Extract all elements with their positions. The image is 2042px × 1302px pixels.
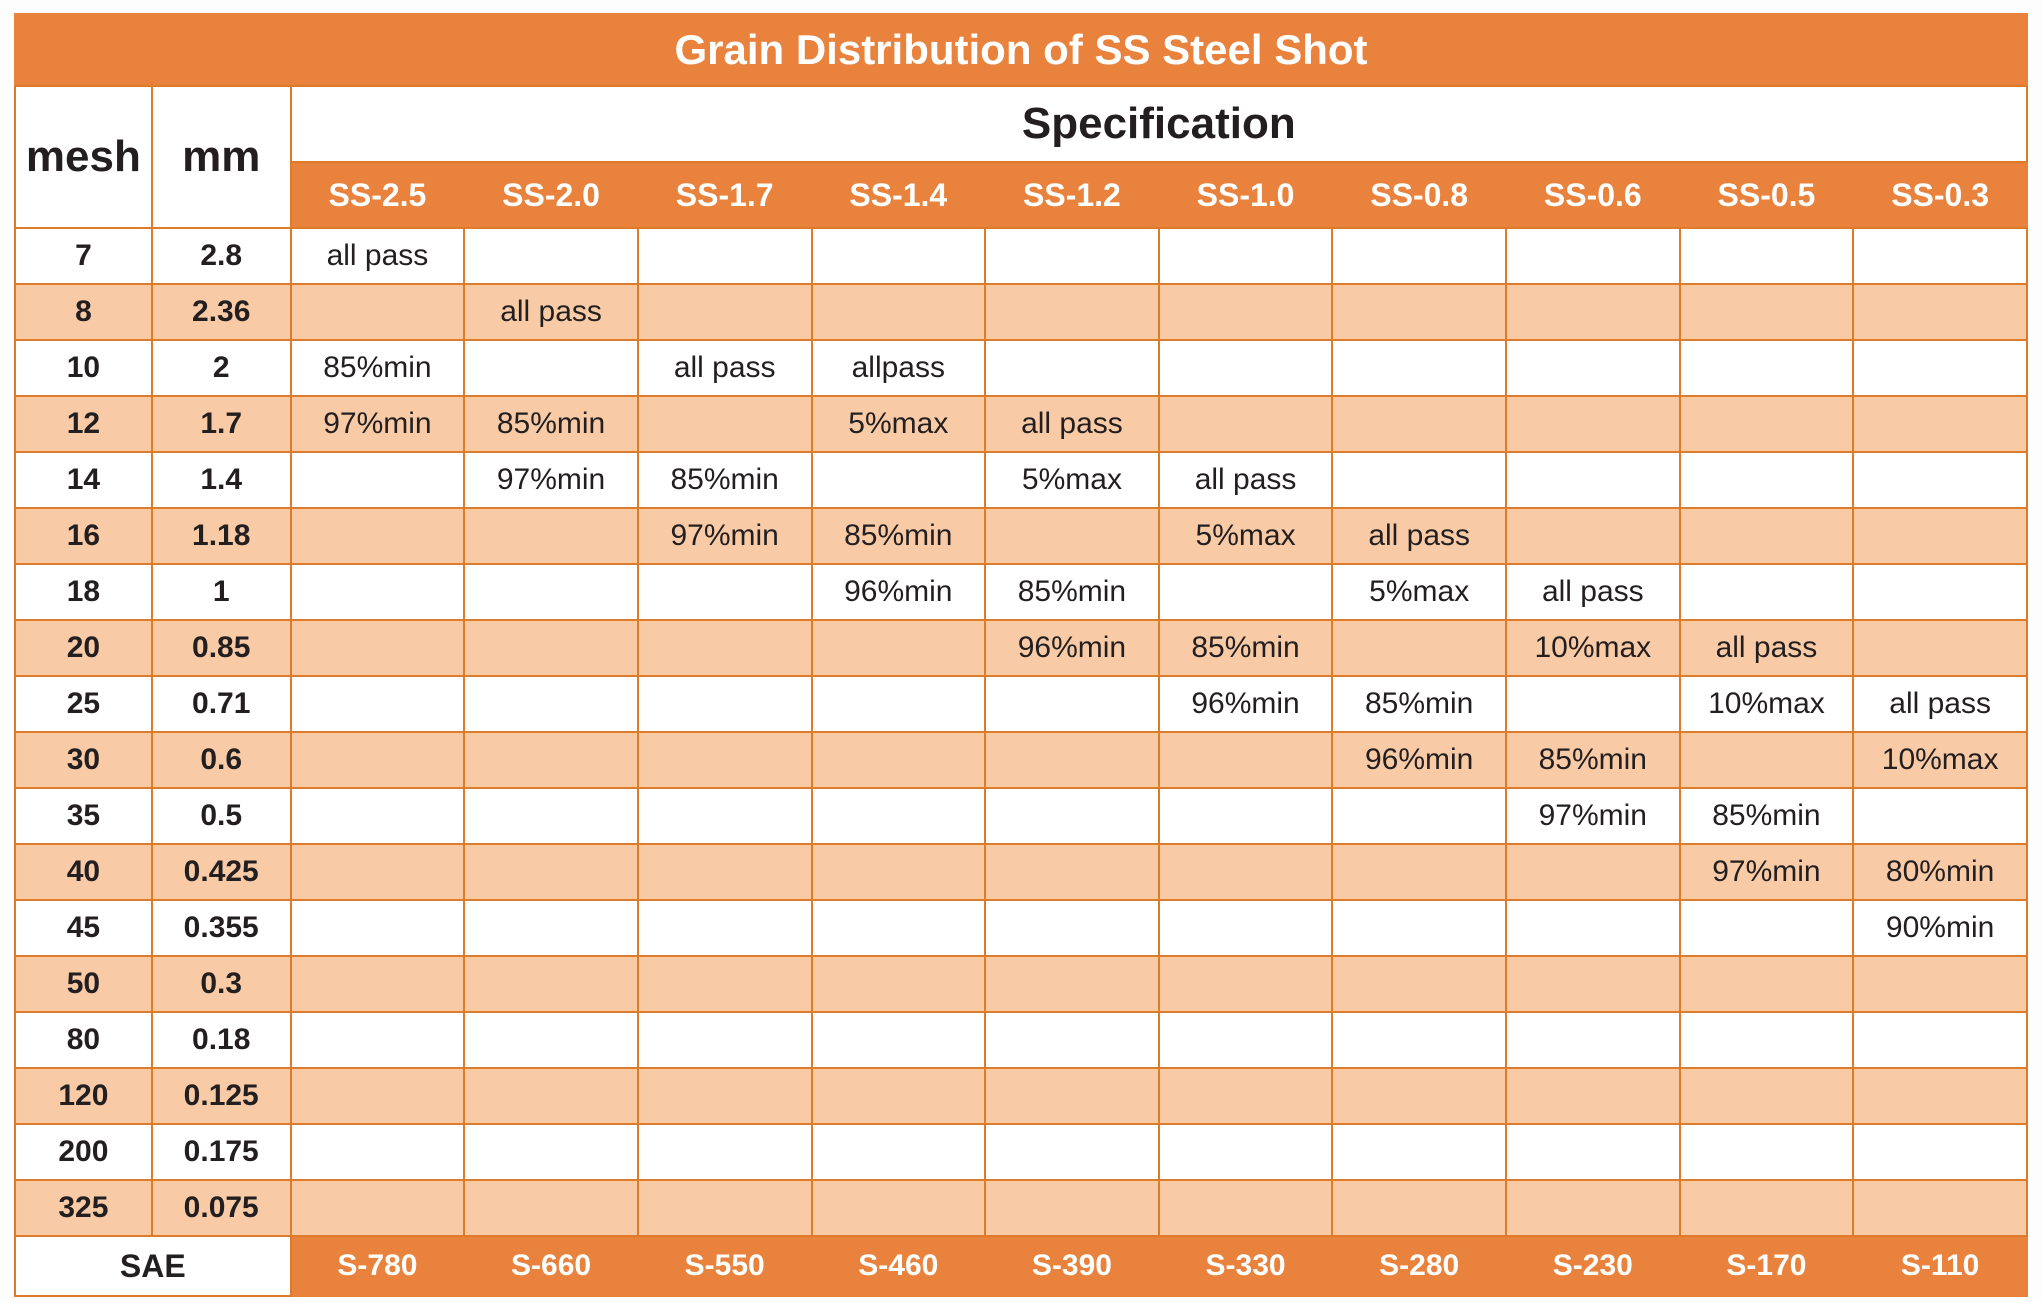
ss-grade-header: SS-1.0: [1159, 162, 1333, 228]
ss-grade-header: SS-1.7: [638, 162, 812, 228]
table-row: [15, 508, 2027, 564]
spec-value-cell: [985, 844, 1159, 900]
spec-value-cell: 97%min: [1506, 788, 1680, 844]
spec-value-cell: 85%min: [291, 340, 465, 396]
spec-value-cell: [1159, 732, 1333, 788]
ss-grade-header: SS-1.4: [812, 162, 986, 228]
spec-value-cell: [1680, 396, 1854, 452]
sae-size-cell: S-330: [1159, 1236, 1333, 1296]
spec-value-cell: [1680, 732, 1854, 788]
spec-value-cell: all pass: [1680, 620, 1854, 676]
spec-value-cell: 85%min: [1506, 732, 1680, 788]
spec-value-cell: [1332, 1124, 1506, 1180]
spec-value-cell: 96%min: [812, 564, 986, 620]
spec-value-cell: 10%max: [1680, 676, 1854, 732]
spec-value-cell: [1159, 1180, 1333, 1236]
spec-value-cell: [812, 788, 986, 844]
spec-value-cell: [291, 1012, 465, 1068]
spec-value-cell: [291, 732, 465, 788]
spec-value-cell: 5%max: [985, 452, 1159, 508]
spec-value-cell: [464, 788, 638, 844]
table-row: [15, 1180, 2027, 1236]
spec-value-cell: 85%min: [464, 396, 638, 452]
grain-distribution-table-wrap: [14, 13, 2028, 1289]
ss-grade-header: SS-0.3: [1853, 162, 2027, 228]
spec-value-cell: [985, 1068, 1159, 1124]
mesh-cell: 10: [15, 340, 152, 396]
spec-value-cell: all pass: [1853, 676, 2027, 732]
mm-cell: 1: [152, 564, 291, 620]
spec-value-cell: [812, 284, 986, 340]
mesh-cell: 50: [15, 956, 152, 1012]
spec-value-cell: [464, 340, 638, 396]
spec-value-cell: [812, 620, 986, 676]
mesh-cell: 40: [15, 844, 152, 900]
mm-cell: 0.175: [152, 1124, 291, 1180]
spec-value-cell: [985, 1124, 1159, 1180]
sae-size-cell: S-660: [464, 1236, 638, 1296]
table-row: [15, 956, 2027, 1012]
spec-value-cell: [1680, 340, 1854, 396]
spec-value-cell: [1853, 1012, 2027, 1068]
spec-value-cell: [638, 1012, 812, 1068]
mm-cell: 2.8: [152, 228, 291, 284]
mesh-cell: 8: [15, 284, 152, 340]
spec-value-cell: [1853, 396, 2027, 452]
spec-value-cell: 97%min: [638, 508, 812, 564]
spec-value-cell: 90%min: [1853, 900, 2027, 956]
spec-value-cell: [1853, 564, 2027, 620]
spec-value-cell: [1159, 340, 1333, 396]
table-row: [15, 396, 2027, 452]
mm-cell: 0.71: [152, 676, 291, 732]
spec-value-cell: [464, 956, 638, 1012]
spec-value-cell: [638, 844, 812, 900]
table-row: [15, 228, 2027, 284]
spec-value-cell: 85%min: [985, 564, 1159, 620]
spec-value-cell: [812, 452, 986, 508]
spec-value-cell: [1332, 340, 1506, 396]
table-row: [15, 788, 2027, 844]
spec-value-cell: 97%min: [464, 452, 638, 508]
sae-size-cell: S-390: [985, 1236, 1159, 1296]
spec-value-cell: all pass: [1506, 564, 1680, 620]
sae-size-cell: S-280: [1332, 1236, 1506, 1296]
spec-value-cell: 97%min: [291, 396, 465, 452]
mm-cell: 0.5: [152, 788, 291, 844]
table-row: [15, 564, 2027, 620]
spec-value-cell: [1159, 1012, 1333, 1068]
table-row: [15, 1012, 2027, 1068]
sae-size-cell: S-550: [638, 1236, 812, 1296]
spec-value-cell: 85%min: [812, 508, 986, 564]
mm-cell: 0.355: [152, 900, 291, 956]
spec-value-cell: all pass: [1332, 508, 1506, 564]
spec-value-cell: [812, 1180, 986, 1236]
spec-value-cell: [985, 956, 1159, 1012]
spec-value-cell: [464, 508, 638, 564]
spec-value-cell: [638, 284, 812, 340]
mesh-cell: 30: [15, 732, 152, 788]
spec-value-cell: [1332, 900, 1506, 956]
spec-value-cell: [291, 564, 465, 620]
spec-value-cell: [638, 564, 812, 620]
spec-value-cell: [464, 1180, 638, 1236]
spec-value-cell: [1506, 1012, 1680, 1068]
mm-cell: 1.18: [152, 508, 291, 564]
spec-value-cell: [638, 732, 812, 788]
spec-value-cell: [464, 1012, 638, 1068]
mm-cell: 0.85: [152, 620, 291, 676]
spec-value-cell: [1506, 508, 1680, 564]
spec-value-cell: [985, 284, 1159, 340]
spec-value-cell: [1853, 1068, 2027, 1124]
mesh-cell: 45: [15, 900, 152, 956]
mesh-cell: 25: [15, 676, 152, 732]
mm-cell: 0.125: [152, 1068, 291, 1124]
spec-value-cell: [638, 676, 812, 732]
table-title: Grain Distribution of SS Steel Shot: [15, 14, 2027, 86]
spec-value-cell: [1506, 844, 1680, 900]
spec-value-cell: [291, 844, 465, 900]
spec-value-cell: [291, 956, 465, 1012]
spec-value-cell: [1332, 620, 1506, 676]
spec-value-cell: [1853, 228, 2027, 284]
spec-value-cell: [291, 620, 465, 676]
table-row: [15, 620, 2027, 676]
table-row: [15, 1068, 2027, 1124]
spec-value-cell: [638, 956, 812, 1012]
spec-value-cell: 96%min: [985, 620, 1159, 676]
spec-value-cell: [291, 1124, 465, 1180]
spec-value-cell: [291, 900, 465, 956]
spec-value-cell: [812, 1012, 986, 1068]
spec-value-cell: allpass: [812, 340, 986, 396]
title-row: [15, 14, 2027, 86]
spec-value-cell: [464, 620, 638, 676]
spec-value-cell: [464, 900, 638, 956]
spec-value-cell: 10%max: [1506, 620, 1680, 676]
spec-value-cell: [638, 1068, 812, 1124]
spec-value-cell: [985, 732, 1159, 788]
spec-value-cell: [1680, 1012, 1854, 1068]
spec-value-cell: [985, 228, 1159, 284]
spec-value-cell: [464, 1124, 638, 1180]
spec-value-cell: 5%max: [812, 396, 986, 452]
mesh-cell: 325: [15, 1180, 152, 1236]
spec-value-cell: [291, 676, 465, 732]
mesh-cell: 16: [15, 508, 152, 564]
spec-value-cell: [291, 452, 465, 508]
spec-value-cell: [1680, 284, 1854, 340]
spec-value-cell: all pass: [638, 340, 812, 396]
spec-value-cell: [812, 1124, 986, 1180]
spec-value-cell: 10%max: [1853, 732, 2027, 788]
spec-value-cell: [1680, 564, 1854, 620]
spec-value-cell: [1853, 956, 2027, 1012]
spec-value-cell: [1159, 1124, 1333, 1180]
ss-grade-header: SS-2.0: [464, 162, 638, 228]
spec-value-cell: [638, 396, 812, 452]
table-row: [15, 732, 2027, 788]
mm-cell: 2: [152, 340, 291, 396]
grain-distribution-table: [14, 13, 2028, 1297]
spec-value-cell: [1159, 900, 1333, 956]
spec-value-cell: [985, 900, 1159, 956]
spec-value-cell: [812, 1068, 986, 1124]
spec-value-cell: all pass: [291, 228, 465, 284]
mesh-cell: 18: [15, 564, 152, 620]
spec-value-cell: 97%min: [1680, 844, 1854, 900]
sae-size-cell: S-780: [291, 1236, 465, 1296]
spec-value-cell: [1332, 452, 1506, 508]
spec-value-cell: [464, 564, 638, 620]
spec-value-cell: [1159, 1068, 1333, 1124]
spec-value-cell: [1680, 1068, 1854, 1124]
mm-cell: 0.6: [152, 732, 291, 788]
mm-cell: 2.36: [152, 284, 291, 340]
spec-value-cell: [464, 844, 638, 900]
mm-cell: 1.7: [152, 396, 291, 452]
spec-value-cell: [1680, 452, 1854, 508]
spec-header-row: [15, 86, 2027, 162]
mesh-cell: 200: [15, 1124, 152, 1180]
ss-grade-header: SS-0.5: [1680, 162, 1854, 228]
sae-size-cell: S-230: [1506, 1236, 1680, 1296]
sae-size-cell: S-460: [812, 1236, 986, 1296]
spec-value-cell: 80%min: [1853, 844, 2027, 900]
table-row: [15, 844, 2027, 900]
spec-value-cell: [985, 1012, 1159, 1068]
spec-value-cell: [1680, 956, 1854, 1012]
spec-value-cell: [1159, 844, 1333, 900]
table-row: [15, 340, 2027, 396]
spec-value-cell: [1506, 452, 1680, 508]
sae-size-cell: S-110: [1853, 1236, 2027, 1296]
spec-value-cell: 85%min: [1159, 620, 1333, 676]
spec-value-cell: [1506, 956, 1680, 1012]
spec-value-cell: [1159, 228, 1333, 284]
spec-value-cell: [1506, 284, 1680, 340]
spec-value-cell: [638, 1180, 812, 1236]
ss-grade-header: SS-0.8: [1332, 162, 1506, 228]
spec-value-cell: [1853, 788, 2027, 844]
spec-value-cell: [1506, 396, 1680, 452]
table-row: [15, 452, 2027, 508]
spec-value-cell: [1332, 956, 1506, 1012]
ss-grade-header-row: [15, 162, 2027, 228]
specification-header: Specification: [291, 86, 2027, 162]
spec-value-cell: [1332, 228, 1506, 284]
table-row: [15, 676, 2027, 732]
mesh-cell: 14: [15, 452, 152, 508]
spec-value-cell: [1506, 1068, 1680, 1124]
spec-value-cell: [638, 900, 812, 956]
spec-value-cell: all pass: [985, 396, 1159, 452]
spec-value-cell: [1853, 452, 2027, 508]
mm-cell: 0.3: [152, 956, 291, 1012]
spec-value-cell: [1332, 1180, 1506, 1236]
spec-value-cell: [812, 228, 986, 284]
spec-value-cell: [638, 620, 812, 676]
spec-value-cell: [1332, 396, 1506, 452]
mesh-column-header: mesh: [15, 86, 152, 228]
spec-value-cell: [291, 284, 465, 340]
spec-value-cell: [1506, 228, 1680, 284]
spec-value-cell: [1332, 788, 1506, 844]
spec-value-cell: [1332, 1068, 1506, 1124]
spec-value-cell: [1159, 284, 1333, 340]
spec-value-cell: [1853, 284, 2027, 340]
spec-value-cell: [1853, 620, 2027, 676]
spec-value-cell: [1159, 564, 1333, 620]
sae-row: [15, 1236, 2027, 1296]
mm-column-header: mm: [152, 86, 291, 228]
mesh-cell: 7: [15, 228, 152, 284]
spec-value-cell: [812, 844, 986, 900]
spec-value-cell: [985, 788, 1159, 844]
spec-value-cell: [638, 228, 812, 284]
spec-value-cell: [1853, 508, 2027, 564]
spec-value-cell: [1680, 900, 1854, 956]
spec-value-cell: [1506, 676, 1680, 732]
spec-value-cell: [812, 676, 986, 732]
spec-value-cell: [1680, 1124, 1854, 1180]
spec-value-cell: [464, 228, 638, 284]
spec-value-cell: [812, 900, 986, 956]
spec-value-cell: [1680, 228, 1854, 284]
spec-value-cell: [291, 788, 465, 844]
table-row: [15, 1124, 2027, 1180]
spec-value-cell: 5%max: [1332, 564, 1506, 620]
spec-value-cell: [1506, 900, 1680, 956]
spec-value-cell: [638, 788, 812, 844]
mm-cell: 1.4: [152, 452, 291, 508]
spec-value-cell: [1332, 844, 1506, 900]
spec-value-cell: [812, 956, 986, 1012]
spec-value-cell: [291, 1180, 465, 1236]
spec-value-cell: 96%min: [1159, 676, 1333, 732]
mesh-cell: 35: [15, 788, 152, 844]
spec-value-cell: [985, 340, 1159, 396]
mm-cell: 0.18: [152, 1012, 291, 1068]
spec-value-cell: 96%min: [1332, 732, 1506, 788]
spec-value-cell: [464, 1068, 638, 1124]
spec-value-cell: 5%max: [1159, 508, 1333, 564]
spec-value-cell: [1506, 1180, 1680, 1236]
spec-value-cell: [1332, 284, 1506, 340]
spec-value-cell: [291, 1068, 465, 1124]
spec-value-cell: [1506, 340, 1680, 396]
table-row: [15, 900, 2027, 956]
spec-value-cell: 85%min: [1332, 676, 1506, 732]
spec-value-cell: all pass: [464, 284, 638, 340]
spec-value-cell: [1159, 788, 1333, 844]
sae-size-cell: S-170: [1680, 1236, 1854, 1296]
spec-value-cell: [985, 676, 1159, 732]
spec-value-cell: [1506, 1124, 1680, 1180]
mesh-cell: 12: [15, 396, 152, 452]
spec-value-cell: [1159, 396, 1333, 452]
spec-value-cell: [985, 1180, 1159, 1236]
spec-value-cell: [812, 732, 986, 788]
mesh-cell: 20: [15, 620, 152, 676]
ss-grade-header: SS-2.5: [291, 162, 465, 228]
mesh-cell: 120: [15, 1068, 152, 1124]
sae-label: SAE: [15, 1236, 291, 1296]
table-row: [15, 284, 2027, 340]
spec-value-cell: [1853, 340, 2027, 396]
mm-cell: 0.075: [152, 1180, 291, 1236]
spec-value-cell: [1853, 1180, 2027, 1236]
ss-grade-header: SS-0.6: [1506, 162, 1680, 228]
spec-value-cell: all pass: [1159, 452, 1333, 508]
spec-value-cell: [638, 1124, 812, 1180]
spec-value-cell: 85%min: [1680, 788, 1854, 844]
spec-value-cell: [1680, 508, 1854, 564]
mesh-cell: 80: [15, 1012, 152, 1068]
spec-value-cell: [1680, 1180, 1854, 1236]
spec-value-cell: [1159, 956, 1333, 1012]
spec-value-cell: 85%min: [638, 452, 812, 508]
spec-value-cell: [1853, 1124, 2027, 1180]
spec-value-cell: [464, 676, 638, 732]
spec-value-cell: [464, 732, 638, 788]
spec-value-cell: [291, 508, 465, 564]
spec-value-cell: [1332, 1012, 1506, 1068]
mm-cell: 0.425: [152, 844, 291, 900]
ss-grade-header: SS-1.2: [985, 162, 1159, 228]
spec-value-cell: [985, 508, 1159, 564]
